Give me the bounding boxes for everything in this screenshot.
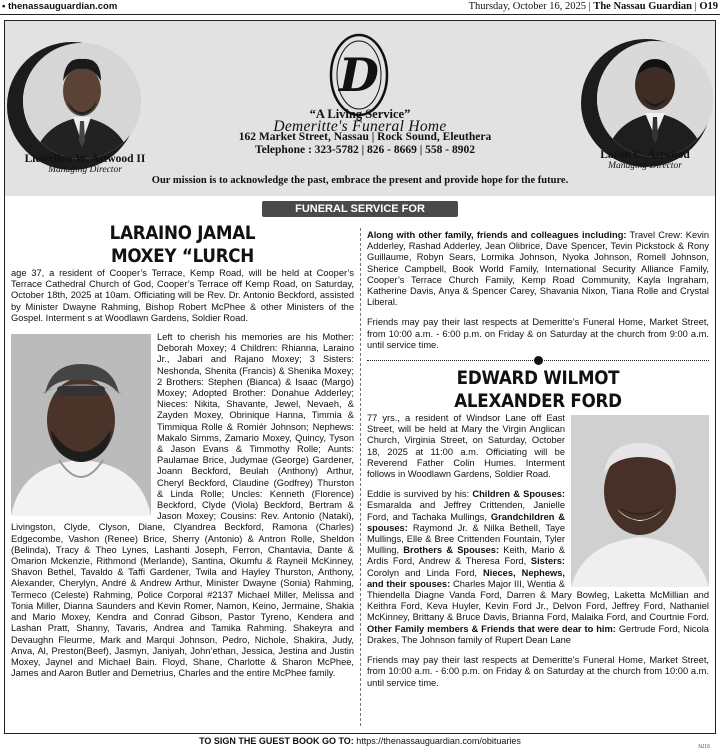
section-banner: FUNERAL SERVICE FOR [262,201,458,217]
contact-block [145,131,585,157]
right-director-photo [597,41,713,157]
address: 162 Market Street, Nassau | Rock Sound, Eleuthera [238,131,492,143]
slogan: “A Living Service” [309,107,411,121]
masthead-rule [0,14,720,15]
obit1-viewing: Friends may pay their last respects at Demeritte’s Funeral Home, Market Street, from 10:00 a.m. - 6:00 p.m. on Friday & on Saturday at the church from 9:00 a.m. until service time. [367,317,709,350]
guest-book-link[interactable]: https://thenassauguardian.com/obituaries [356,736,521,746]
obit2-photo [571,415,709,587]
site-url[interactable]: ▪ thenassauguardian.com [2,1,118,12]
page-number: O19 [699,1,718,12]
obit2-viewing: Friends may pay their last respects at Demeritte’s Funeral Home, Market Street, from 10:00 a.m. - 6:00 p.m. on Friday & on Saturday at the church from 10:00 a.m. until service time. [367,655,709,688]
phone: Telephone : 323-5782 | 826 - 8669 | 558 - 8902 [255,144,475,156]
column-divider [360,228,361,726]
left-director-photo [23,43,141,159]
obit1-intro: age 37, a resident of Cooper’s Terrace, Kemp Road, will be held at Cooper’s Terrace Cathedral Church of God, Cooper’s Terrace off Kemp Road, on Saturday, October 18th, 2025 at 10am. Officiating will be Rev. Dr. Antonio Beckford, assisted by Minister Dwayne Rahming, Bishop Robert McPhee & other Ministers of the Gospel. Interment s at Woodlawn Gardens, Soldier Road. [11,268,354,323]
obit2-survivors: Eddie is survived by his: Children & Spouses: Esmaralda and Jeffrey Crittenden, Janielle Ford, and Tachaka Mullings, Grandchildren & spouses: Raymond Jr. & Nilka Bethell, Taye Mullings, Elle & Bree Crittenden Fountain, Tyler Mulling, Brothers & Spouses: Keith, Mario & Ardis Ford, Andrew & Theresa Ford, Sisters: Corolyn and Linda Ford, Nieces, Nephews, and their spouses: Charles Major III, Wentia & Thiendella Diagne Vanda Ford, Darren & Mary Bowleg, Laketta McMillian and Keithra Ford, Keva Huyler, Kevin Ford Jr., Delvon Ford, Jeffrey Ford, Nathaniel McKinney, Brittany & Bruce Davis, Brianna Ford, Malaika Ford, and Courtnie Ford. Other Family members & Friends that were dear to him: Gertrude Ford, Nicola Drakes, The Johnson family of Rupert Dean Lane [367,489,709,645]
ad-code: NJ16 [698,744,710,750]
obit2-name: EDWARD WILMOT ALEXANDER FORD [454,367,622,413]
right-column [367,230,709,698]
guest-book-footer: TO SIGN THE GUEST BOOK GO TO: https://thenassauguardian.com/obituaries [199,736,521,746]
issue-date: Thursday, October 16, 2025 [468,1,586,12]
obit1-photo [11,334,151,516]
obit1-name: LARAINO JAMAL MOXEY “LURCH [109,222,256,267]
brand-name: Demeritte's Funeral Home [273,118,447,135]
paper-name: The Nassau Guardian [593,1,692,12]
left-director-caption: Llewellyn W. Astwood II Managing Director [24,153,146,175]
logo-letter: D [339,48,379,102]
obit2-intro: 77 yrs., a resident of Windsor Lane off East Street, will be held at Mary the Virgin Anglican Church, Virginia Street, on Saturday, October 18, 2025 at 11:00 a.m. Officiating will be Reverend Father Colin Humes. Interment follows in Woodlawn Gardens, Soldier Road. [367,413,565,480]
right-director-caption: Laron C. Astwood Managing Director [600,149,690,171]
obit1-survivors: Left to cherish his memories are his Mother: Deborah Moxey; 4 Children: Rhianna, Laraino Jr., Jabari and Rajano Moxey; 3 Sisters: Neshonda, Shenita (Francis) & Shenika Moxey; 2 Brothers: Stephen (Bianca) & Isaac (Margo) Moxey; Adopted Brother: Donahue Adderley; Nieces: Nikita, Shavante, Jewel, Nevaeh, & Zayden Moxey, Obrinique Hanna, Timmia & Timmiqua Rolle & Romiér Johnson; Nephews: Makalo Simms, Zamario Moxey, Quincy, Tyson & Jason Evans & Timmothy Rolle; Aunts: Paulamae Brice, Judymae (George) Gardener, Joann Beckford, Beulah (Anthony) Arthur, Cheryl Beckford, Claudine (Godfrey) Thurston & Linda Rolle; Uncles: Kenneth (Florence) Beckford, Clyde (Viola) Beckford, Bertram & Jason Moxey; Cousins: Rev. Antonio (Nataki), Livingston, Clyde, Clyson, Diane, Clyandrea Beckford, Ramona (Charles) Edgecombe, Vashon (Renee) Brice, Sherry (Antonio) & Antron Rolle, Sheldon (Belinda), Tracy & Theo Lynes, Lashanti Joseph, Ferron, Chantavia, Dante & Omarion Mckenzie, Rithmond (Merlande), Santina, Okumfu & Rayneil McKinney, Shavon Bethel, Tavaldo & Taffi Gardener, Twila and Hayley Thurston, Anthony, Alexander, Cherylyn, André & Andrew Arthur, Minister Dwayne (Sonia) Rahming, Termeco (Celeste) Rahming, Police Corporal #2137 Michael Miller, Melissa and Tonia Miller, Dianna Saunders and Kevin Romer, Namon, Keino, Jermaine, Shakia and Mario Moxey, Kendra and Conrad Gibson, Pastor Tyreno, Kendera and Lashan Pratt, Shanny, Tavaris, Andrea and Tamika Rahming. Shakeyra and Devaughn Fleurme, Mark and Marqui Johnson, Pedro, Nichole, Shakira, Judy, Anva, Al, Preston(Beef), Jasmyn, Janiyah, John’ethan, Jessica, Jestina and Justin Moxey, Jaynel and Michael Bain. Floyd, Shane, Charlotte & Sharon McPhee, James and Aaron Butler and Demetrius, Charles and the entire McPhee family. [11,332,354,679]
funeral-home-header [5,21,715,196]
obit1-others: Along with other family, friends and colleagues including: Travel Crew: Kevin Adderley, Rashad Adderley, Jean Olibrice, Dave Spencer, Tevin Pickstock & Rony Guillaume, Robyn Sears, Lormika Johnson, Nyoka Johnson, Romell Johnson, Sherice Campbell, Book World Family, International Security Alliance Family, Cooper’s Terrace Church Family, Kemp Road Community, Kayla Ingraham, Katherine Davis, Anya & Spencer Carey, Shavania Nixon, Tiana Rolle and Crystal Liberal. [367,230,710,308]
obituary-laraino [11,222,354,688]
obit-separator [367,360,709,361]
masthead-right: Thursday, October 16, 2025 | The Nassau Guardian | O19 [468,1,718,12]
mission-statement: Our mission is to acknowledge the past, embrace the present and provide hope for the future. [151,175,569,186]
masthead-strip [0,0,720,14]
